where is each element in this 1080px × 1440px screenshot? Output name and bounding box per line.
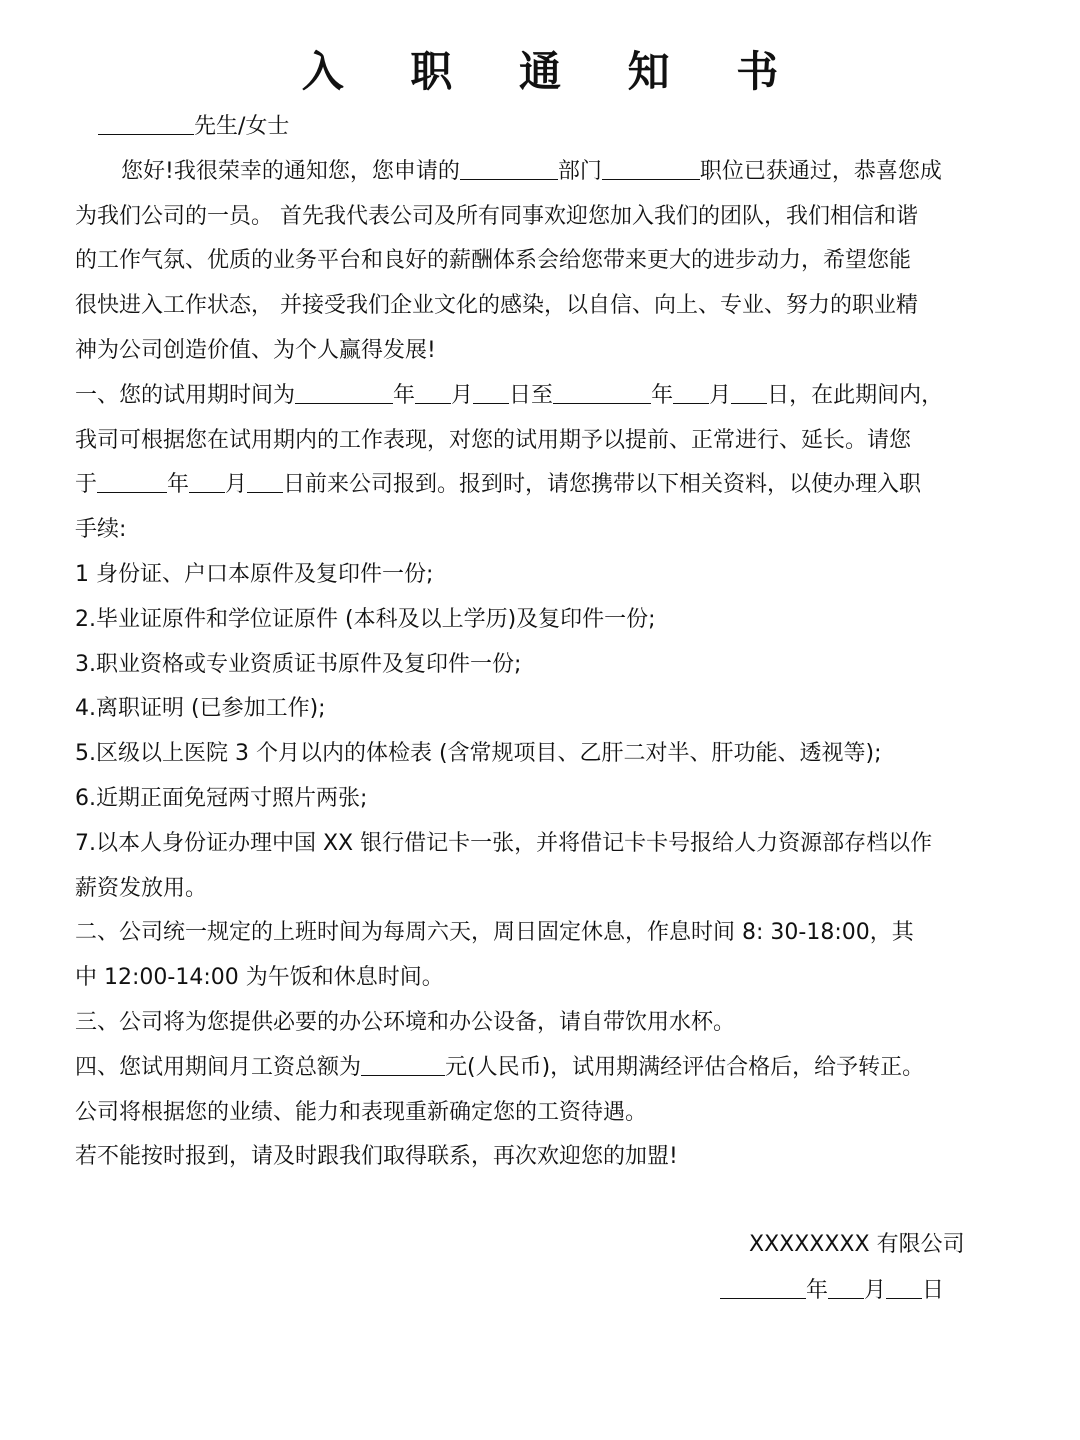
paragraph1-line1 [75,150,1010,195]
month-label: 月 [451,382,474,408]
closing-line: 若不能按时报到，请及时跟我们取得联系，再次欢迎您的加盟! [75,1144,678,1170]
section1-line1 [75,374,1010,419]
name-blank [98,108,194,135]
probation-start-month-blank [415,377,451,404]
day-to-label: 日至 [509,382,554,408]
probation-start-day-blank [473,377,509,404]
salary-blank [361,1049,445,1076]
list-item: 2.毕业证原件和学位证原件 (本科及以上学历)及复印件一份; [75,606,656,632]
section1-line3 [75,463,1010,508]
document-title: 入 职 通 知 书 [301,47,805,96]
signature-year-label: 年 [806,1278,829,1303]
day-tail-label: 日，在此期间内， [767,382,944,408]
probation-start-year-blank [295,377,393,404]
year-label: 年 [651,382,674,408]
section4-line2: 公司将根据您的业绩、能力和表现重新确定您的工资待遇。 [75,1099,648,1125]
report-day-blank [247,466,283,493]
list-item: 5.区级以上医院 3 个月以内的体检表 (含常规项目、乙肝二对半、肝功能、透视等); [75,741,882,767]
signature-day-blank [886,1272,922,1299]
signature-month-blank [828,1272,864,1299]
month-label: 月 [225,472,248,498]
year-label: 年 [393,382,416,408]
salary-label: 四、您试用期间月工资总额为 [75,1054,362,1080]
report-year-blank [97,466,167,493]
year-label: 年 [167,472,190,498]
section4-line1 [75,1046,1010,1091]
month-label: 月 [709,382,732,408]
paragraph1-line3: 的工作气氛、优质的业务平台和良好的薪酬体系会给您带来更大的进步动力，希望您能 [75,248,912,274]
salutation-text: 先生/女士 [194,114,290,139]
signature-date [720,1268,980,1314]
probation-end-month-blank [673,377,709,404]
report-tail: 日前来公司报到。报到时，请您携带以下相关资料，以使办理入职 [283,472,922,498]
probation-end-year-blank [553,377,651,404]
paragraph1-line4: 很快进入工作状态， 并接受我们企业文化的感染，以自信、向上、专业、努力的职业精 [75,293,918,319]
list-item: 4.离职证明 (已参加工作); [75,696,326,722]
letter-body [75,105,1010,1180]
list-item: 6.近期正面免冠两寸照片两张; [75,785,368,811]
department-label: 部门 [557,158,602,184]
list-item: 薪资发放用。 [75,875,208,901]
position-label: 职位已获通过，恭喜您成 [699,158,942,184]
report-month-blank [189,466,225,493]
probation-end-day-blank [731,377,767,404]
salutation-line [75,105,1010,150]
signature-year-blank [720,1272,806,1299]
signature-day-label: 日 [922,1278,945,1303]
section2-line1: 二、公司统一规定的上班时间为每周六天，周日固定休息，作息时间 8: 30-18:00，其 [75,920,914,946]
paragraph1-line5: 神为公司创造价值、为个人赢得发展! [75,337,436,363]
paragraph1-line2: 为我们公司的一员。 首先我代表公司及所有同事欢迎您加入我们的团队，我们相信和谐 [75,203,918,229]
section2-line2: 中 12:00-14:00 为午饭和休息时间。 [75,965,444,991]
salary-tail: 元(人民币)，试用期满经评估合格后，给予转正。 [445,1054,925,1080]
department-blank [460,153,558,180]
report-prefix: 于 [75,472,98,498]
list-item: 7.以本人身份证办理中国 XX 银行借记卡一张，并将借记卡卡号报给人力资源部存档以作 [75,830,933,856]
paragraph1-line1-text: 您好!我很荣幸的通知您，您申请的 [121,158,460,184]
position-blank [602,153,700,180]
list-item: 3.职业资格或专业资质证书原件及复印件一份; [75,651,522,677]
section3-line: 三、公司将为您提供必要的办公环境和办公设备，请自带饮用水杯。 [75,1009,736,1035]
probation-label: 一、您的试用期时间为 [75,382,296,408]
section1-line4: 手续: [75,517,127,543]
signature-month-label: 月 [864,1278,887,1303]
signature-block [720,1222,980,1314]
section1-line2: 我司可根据您在试用期内的工作表现，对您的试用期予以提前、正常进行、延长。请您 [75,427,912,453]
company-name: XXXXXXXX 有限公司 [749,1232,965,1257]
list-item: 1 身份证、户口本原件及复印件一份; [75,561,434,587]
